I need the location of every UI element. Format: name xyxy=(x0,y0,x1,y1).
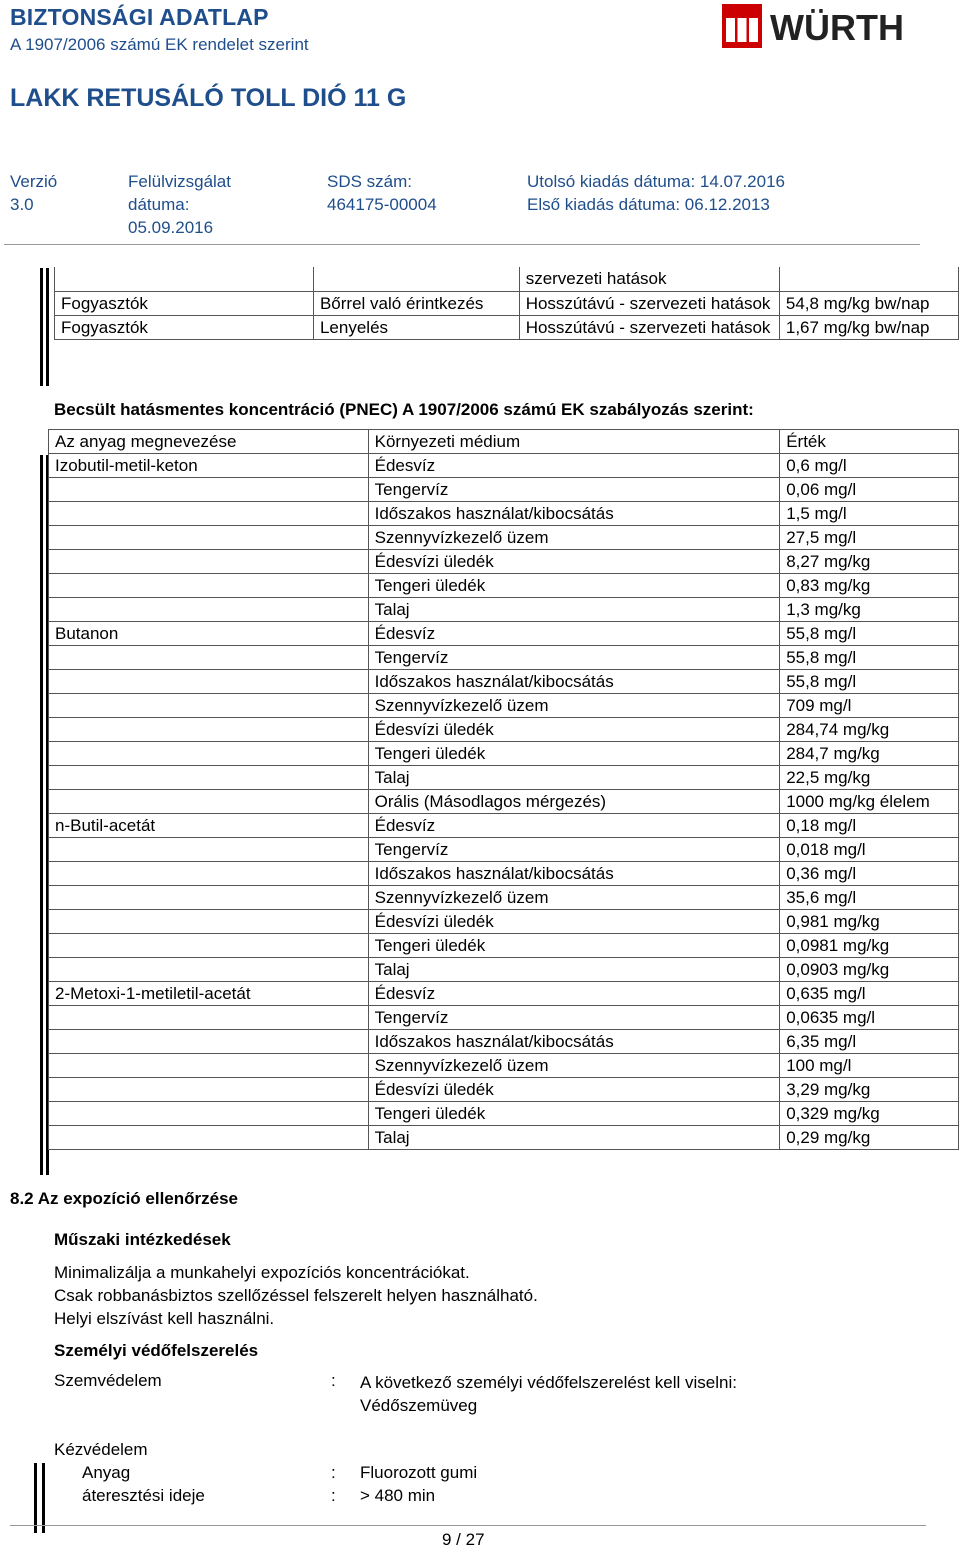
svg-text:WÜRTH: WÜRTH xyxy=(770,7,904,48)
table-row xyxy=(49,574,959,598)
substance-cell xyxy=(49,958,369,982)
value-cell: 0,0635 mg/l xyxy=(780,1006,959,1030)
table-row xyxy=(49,766,959,790)
table-row xyxy=(49,718,959,742)
sds-block xyxy=(327,170,437,216)
substance-cell xyxy=(49,1126,369,1150)
substance-cell xyxy=(49,790,369,814)
medium-cell: Tengeri üledék xyxy=(368,574,780,598)
medium-cell: Időszakos használat/kibocsátás xyxy=(368,862,780,886)
substance-cell xyxy=(49,478,369,502)
value-cell: 0,329 mg/kg xyxy=(780,1102,959,1126)
text-line: Védőszemüveg xyxy=(360,1396,478,1415)
substance-cell: n-Butil-acetát xyxy=(49,814,369,838)
revision-bar xyxy=(46,268,49,386)
header-divider xyxy=(4,244,920,245)
medium-cell: Talaj xyxy=(368,1126,780,1150)
technical-measures-text xyxy=(54,1261,538,1330)
table-row xyxy=(49,1126,959,1150)
substance-cell xyxy=(49,862,369,886)
table-row xyxy=(49,622,959,646)
section-8-2-title: 8.2 Az expozíció ellenőrzése xyxy=(10,1189,239,1208)
substance-cell xyxy=(49,742,369,766)
medium-cell: Édesvízi üledék xyxy=(368,1078,780,1102)
review-label: Felülvizsgálat xyxy=(128,172,231,191)
table-row xyxy=(49,886,959,910)
substance-cell xyxy=(49,910,369,934)
technical-measures-heading: Műszaki intézkedések xyxy=(54,1230,231,1249)
version-label: Verzió xyxy=(10,172,58,191)
value-cell: 284,74 mg/kg xyxy=(780,718,959,742)
table-row xyxy=(49,598,959,622)
table-row xyxy=(49,742,959,766)
substance-cell xyxy=(49,1030,369,1054)
medium-cell: Időszakos használat/kibocsátás xyxy=(368,502,780,526)
version-block xyxy=(10,170,57,216)
review-date: 05.09.2016 xyxy=(128,218,214,237)
table-row xyxy=(49,934,959,958)
effect-cell: Hosszútávú - szervezeti hatások xyxy=(519,315,779,339)
value-cell: 27,5 mg/l xyxy=(780,526,959,550)
table-row xyxy=(49,646,959,670)
value-cell: 55,8 mg/l xyxy=(780,646,959,670)
breakthrough-label: áteresztési ideje xyxy=(82,1486,205,1505)
medium-cell: Időszakos használat/kibocsátás xyxy=(368,1030,780,1054)
colon: : xyxy=(331,1371,336,1390)
product-name: LAKK RETUSÁLÓ TOLL DIÓ 11 G xyxy=(10,84,407,112)
material-value: Fluorozott gumi xyxy=(360,1463,478,1482)
medium-cell: Édesvízi üledék xyxy=(368,550,780,574)
value-cell: 0,06 mg/l xyxy=(780,478,959,502)
last-issue-date: Utolsó kiadás dátuma: 14.07.2016 xyxy=(527,172,786,191)
value-cell: 8,27 mg/kg xyxy=(780,550,959,574)
value-cell: 0,0981 mg/kg xyxy=(780,934,959,958)
substance-cell: Izobutil-metil-keton xyxy=(49,454,369,478)
medium-cell: Tengervíz xyxy=(368,1006,780,1030)
route-cell xyxy=(313,267,519,291)
value-cell: 0,18 mg/l xyxy=(780,814,959,838)
table-row xyxy=(49,1102,959,1126)
first-issue-date: Első kiadás dátuma: 06.12.2013 xyxy=(527,195,770,214)
medium-cell: Édesvíz xyxy=(368,982,780,1006)
medium-cell: Tengervíz xyxy=(368,838,780,862)
value-cell: 54,8 mg/kg bw/nap xyxy=(779,291,958,315)
version-value: 3.0 xyxy=(10,195,34,214)
medium-cell: Szennyvízkezelő üzem xyxy=(368,526,780,550)
substance-cell xyxy=(49,838,369,862)
substance-cell xyxy=(49,1006,369,1030)
population-cell: Fogyasztók xyxy=(55,291,314,315)
medium-cell: Szennyvízkezelő üzem xyxy=(368,1054,780,1078)
revision-bar xyxy=(34,1463,37,1533)
table-row xyxy=(49,1054,959,1078)
value-cell: 55,8 mg/l xyxy=(780,622,959,646)
medium-cell: Édesvíz xyxy=(368,814,780,838)
value-cell: 0,36 mg/l xyxy=(780,862,959,886)
medium-cell: Édesvíz xyxy=(368,454,780,478)
table-row xyxy=(55,315,959,339)
medium-cell: Édesvíz xyxy=(368,622,780,646)
value-cell: 1,3 mg/kg xyxy=(780,598,959,622)
sds-label: SDS szám: xyxy=(327,172,413,191)
value-cell: 0,635 mg/l xyxy=(780,982,959,1006)
substance-cell xyxy=(49,646,369,670)
table-row xyxy=(49,1030,959,1054)
medium-cell: Édesvízi üledék xyxy=(368,718,780,742)
value-cell: 0,6 mg/l xyxy=(780,454,959,478)
table-header-row xyxy=(49,430,959,454)
value-cell: 1000 mg/kg élelem xyxy=(780,790,959,814)
substance-cell xyxy=(49,1102,369,1126)
value-cell: 0,018 mg/l xyxy=(780,838,959,862)
medium-cell: Időszakos használat/kibocsátás xyxy=(368,670,780,694)
table-row xyxy=(49,910,959,934)
effect-cell: szervezeti hatások xyxy=(519,267,779,291)
route-cell: Bőrrel való érintkezés xyxy=(313,291,519,315)
table-row xyxy=(49,478,959,502)
substance-cell xyxy=(49,670,369,694)
substance-cell xyxy=(49,1054,369,1078)
table-row xyxy=(49,1078,959,1102)
value-cell: 0,0903 mg/kg xyxy=(780,958,959,982)
revision-bar xyxy=(40,268,43,386)
wurth-logo xyxy=(722,4,932,48)
substance-cell xyxy=(49,502,369,526)
table-row xyxy=(49,982,959,1006)
value-cell: 6,35 mg/l xyxy=(780,1030,959,1054)
colon: : xyxy=(331,1486,336,1505)
breakthrough-value: > 480 min xyxy=(360,1486,436,1505)
table-row xyxy=(49,694,959,718)
table-row xyxy=(55,291,959,315)
dnel-table xyxy=(54,267,959,340)
medium-cell: Édesvízi üledék xyxy=(368,910,780,934)
regulation-subtitle: A 1907/2006 számú EK rendelet szerint xyxy=(10,35,309,54)
footer-divider xyxy=(10,1525,926,1526)
substance-cell xyxy=(49,598,369,622)
substance-cell: 2-Metoxi-1-metiletil-acetát xyxy=(49,982,369,1006)
eye-protection-value xyxy=(360,1371,737,1417)
medium-cell: Tengervíz xyxy=(368,646,780,670)
medium-cell: Orális (Másodlagos mérgezés) xyxy=(368,790,780,814)
value-cell: 35,6 mg/l xyxy=(780,886,959,910)
substance-cell xyxy=(49,574,369,598)
value-cell: 22,5 mg/kg xyxy=(780,766,959,790)
colon: : xyxy=(331,1463,336,1482)
column-header-medium: Környezeti médium xyxy=(368,430,780,454)
medium-cell: Tengeri üledék xyxy=(368,742,780,766)
table-row xyxy=(55,267,959,291)
table-row xyxy=(49,862,959,886)
value-cell: 1,5 mg/l xyxy=(780,502,959,526)
value-cell: 709 mg/l xyxy=(780,694,959,718)
substance-cell xyxy=(49,766,369,790)
table-row xyxy=(49,454,959,478)
sds-number: 464175-00004 xyxy=(327,195,437,214)
revision-bar xyxy=(42,1463,45,1533)
medium-cell: Szennyvízkezelő üzem xyxy=(368,886,780,910)
value-cell: 3,29 mg/kg xyxy=(780,1078,959,1102)
substance-cell xyxy=(49,1078,369,1102)
material-label: Anyag xyxy=(82,1463,131,1482)
revision-bar xyxy=(40,455,43,1175)
column-header-substance: Az anyag megnevezése xyxy=(49,430,369,454)
value-cell: 100 mg/l xyxy=(780,1054,959,1078)
ppe-heading: Személyi védőfelszerelés xyxy=(54,1341,259,1360)
table-row xyxy=(49,670,959,694)
medium-cell: Tengeri üledék xyxy=(368,1102,780,1126)
text-line: Helyi elszívást kell használni. xyxy=(54,1309,275,1328)
table-row xyxy=(49,550,959,574)
pnec-heading: Becsült hatásmentes koncentráció (PNEC) A 1907/2006 számú EK szabályozás szerint: xyxy=(54,400,754,419)
medium-cell: Szennyvízkezelő üzem xyxy=(368,694,780,718)
value-cell: 0,981 mg/kg xyxy=(780,910,959,934)
table-row xyxy=(49,814,959,838)
review-label-2: dátuma: xyxy=(128,195,190,214)
medium-cell: Tengeri üledék xyxy=(368,934,780,958)
text-line: Minimalizálja a munkahelyi expozíciós koncentrációkat. xyxy=(54,1263,470,1282)
table-row xyxy=(49,790,959,814)
population-cell xyxy=(55,267,314,291)
review-block xyxy=(128,170,231,239)
substance-cell xyxy=(49,718,369,742)
substance-cell xyxy=(49,886,369,910)
medium-cell: Talaj xyxy=(368,598,780,622)
value-cell: 0,29 mg/kg xyxy=(780,1126,959,1150)
medium-cell: Tengervíz xyxy=(368,478,780,502)
issue-dates-block xyxy=(527,170,785,216)
effect-cell: Hosszútávú - szervezeti hatások xyxy=(519,291,779,315)
medium-cell: Talaj xyxy=(368,766,780,790)
text-line: A következő személyi védőfelszerelést kell viselni: xyxy=(360,1373,737,1392)
route-cell: Lenyelés xyxy=(313,315,519,339)
table-row xyxy=(49,958,959,982)
substance-cell xyxy=(49,934,369,958)
substance-cell xyxy=(49,694,369,718)
document-title: BIZTONSÁGI ADATLAP xyxy=(10,4,269,30)
text-line: Csak robbanásbiztos szellőzéssel felszerelt helyen használható. xyxy=(54,1286,538,1305)
substance-cell: Butanon xyxy=(49,622,369,646)
eye-protection-label: Szemvédelem xyxy=(54,1371,162,1390)
population-cell: Fogyasztók xyxy=(55,315,314,339)
hand-protection-label: Kézvédelem xyxy=(54,1440,148,1459)
table-row xyxy=(49,502,959,526)
pnec-table xyxy=(48,429,959,1150)
table-row xyxy=(49,526,959,550)
substance-cell xyxy=(49,550,369,574)
value-cell: 55,8 mg/l xyxy=(780,670,959,694)
value-cell xyxy=(779,267,958,291)
page-number: 9 / 27 xyxy=(442,1530,485,1549)
value-cell: 0,83 mg/kg xyxy=(780,574,959,598)
value-cell: 284,7 mg/kg xyxy=(780,742,959,766)
substance-cell xyxy=(49,526,369,550)
table-row xyxy=(49,1006,959,1030)
column-header-value: Érték xyxy=(780,430,959,454)
table-row xyxy=(49,838,959,862)
medium-cell: Talaj xyxy=(368,958,780,982)
value-cell: 1,67 mg/kg bw/nap xyxy=(779,315,958,339)
